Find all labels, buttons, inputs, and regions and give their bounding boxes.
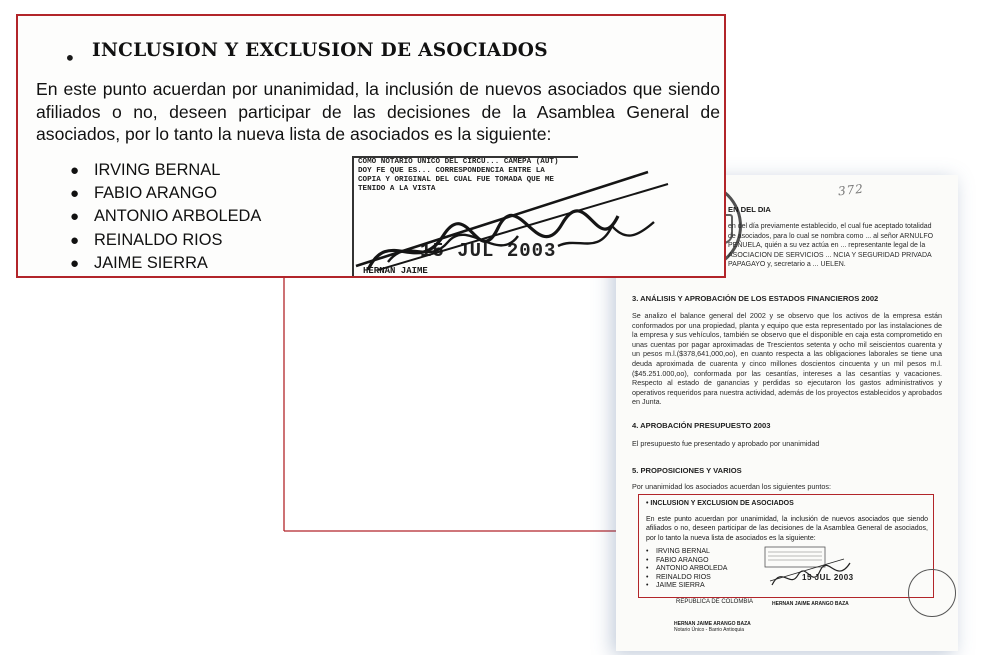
member-name: FABIO ARANGO <box>94 184 217 203</box>
section5-text: Por unanimidad los asociados acuerdan los siguientes puntos: <box>632 482 831 491</box>
list-item <box>70 229 261 252</box>
stamp-date: 15 JUL 2003 <box>420 240 557 262</box>
footer-crest <box>676 599 753 606</box>
bullet-icon: ● <box>70 254 80 272</box>
small-seal <box>908 569 956 617</box>
stamp-name: HERNAN JAIME <box>363 266 428 276</box>
list-item: • REINALDO RIOS <box>646 574 727 583</box>
footer-stamp-name: HERNAN JAIME ARANGO BAZA <box>772 601 849 607</box>
footer-notary-name: HERNAN JAIME ARANGO BAZA <box>674 621 751 627</box>
member-name: IRVING BERNAL <box>94 161 221 179</box>
bullet-icon: ● <box>70 185 80 203</box>
member-name: JAIME SIERRA <box>94 253 208 272</box>
member-name: ANTONIO ARBOLEDA <box>94 207 262 226</box>
section4-title: 4. APROBACIÓN PRESUPUESTO 2003 <box>632 421 771 430</box>
footer-crest-text: REPUBLICA DE COLOMBIA <box>676 599 754 605</box>
handwritten-page-number: 372 <box>837 181 865 199</box>
member-name: REINALDO RIOS <box>94 230 223 249</box>
signature-scribble <box>348 166 718 276</box>
bullet-icon: ● <box>70 231 80 249</box>
list-item: • IRVING BERNAL <box>646 548 727 557</box>
mini-heading: • INCLUSION Y EXCLUSION DE ASOCIADOS <box>646 500 794 507</box>
list-item: • FABIO ARANGO <box>646 557 727 566</box>
section4-text: El presupuesto fue presentado y aprobado por unanimidad <box>632 439 820 448</box>
list-item: • JAIME SIERRA <box>646 582 727 591</box>
footer-notary-role: Notario Único - Barrio Antioquia <box>674 627 745 633</box>
footer-notary <box>674 621 751 633</box>
mini-member-list <box>646 548 727 591</box>
bullet-icon: • <box>64 46 76 70</box>
list-item <box>70 252 261 275</box>
list-item <box>70 205 261 228</box>
section-orden-text: en del día previamente establecido, el cual fue aceptado totalidad de asociados, para lo cual se nombra como ... al señor ARNULFO PEÑUELA, quién a su vez actúa en ... representante legal de la ASOCIACION DE SERVICIOS ... NCIA Y SEGURIDAD PRIVADA PAPAGAYO y, secretario a ... UELEN. <box>728 223 934 269</box>
list-item <box>70 159 261 182</box>
bullet-icon: ● <box>70 208 80 226</box>
excerpt-heading: INCLUSION Y EXCLUSION DE ASOCIADOS <box>92 40 548 61</box>
excerpt-paragraph: En este punto acuerdan por unanimidad, la inclusión de nuevos asociados que siendo afiliados o no, deseen participar de las decisiones de la Asamblea General de asociados, por lo tanto la nueva lista de asociados es la siguiente: <box>36 79 720 144</box>
section5-title: 5. PROPOSICIONES Y VARIOS <box>632 466 742 475</box>
mini-stamp-date: 15 JUL 2003 <box>802 573 854 582</box>
section-orden-title: EN DEL DIA <box>728 205 771 214</box>
bullet-icon: ● <box>70 162 80 179</box>
list-item <box>70 182 261 205</box>
mini-stamp-signature <box>764 545 854 591</box>
mini-heading-text: INCLUSION Y EXCLUSION DE ASOCIADOS <box>650 500 794 507</box>
notary-stamp-text: COMO NOTARIO UNICO DEL CIRCU... CAMEPA (AUT) DOY FE QUE ES... CORRESPONDENCIA ENTRE LA COPIA Y ORIGINAL DEL CUAL FUE TOMADA QUE ME TENIDO A LA VISTA <box>358 158 559 193</box>
section3-text: Se analizo el balance general del 2002 y se observo que los activos de la empresa están conformados por una propiedad, planta y equipo que esta representado por las instalaciones de la empresa y sus vehículos, también se observo que el disponible en caja esta comprometido en unas cuentas por pagar aproximadas de Trescientos setenta y ocho mil seiscientos cuarenta y un pesos m.l.($378,641,000,oo), en cuanto respecta a las obligaciones laborales se tiene una deuda aproximada de cuarenta y cinco millones doscientos cincuenta y un mil pesos m.l. ($45.251.000,oo), conformada por las cesantías, intereses a las cesantías y vacaciones. Respecto al estado de ganancias y perdidas so ejecutaron los gastos administrativos y operativos requeridos para nuestra actividad, además de los proyectos establecidos y aprobados en Junta. <box>632 311 942 407</box>
list-item: • ANTONIO ARBOLEDA <box>646 565 727 574</box>
zoomed-excerpt <box>16 14 726 278</box>
member-list <box>70 159 261 275</box>
mini-paragraph: En este punto acuerdan por unanimidad, la inclusión de nuevos asociados que siendo afiliados o no, deseen participar de las decisiones de la Asamblea General de asociados, por lo tanto la nueva lista de asociados es la siguiente: <box>646 516 928 542</box>
section3-title: 3. ANÁLISIS Y APROBACIÓN DE LOS ESTADOS FINANCIEROS 2002 <box>632 294 879 303</box>
